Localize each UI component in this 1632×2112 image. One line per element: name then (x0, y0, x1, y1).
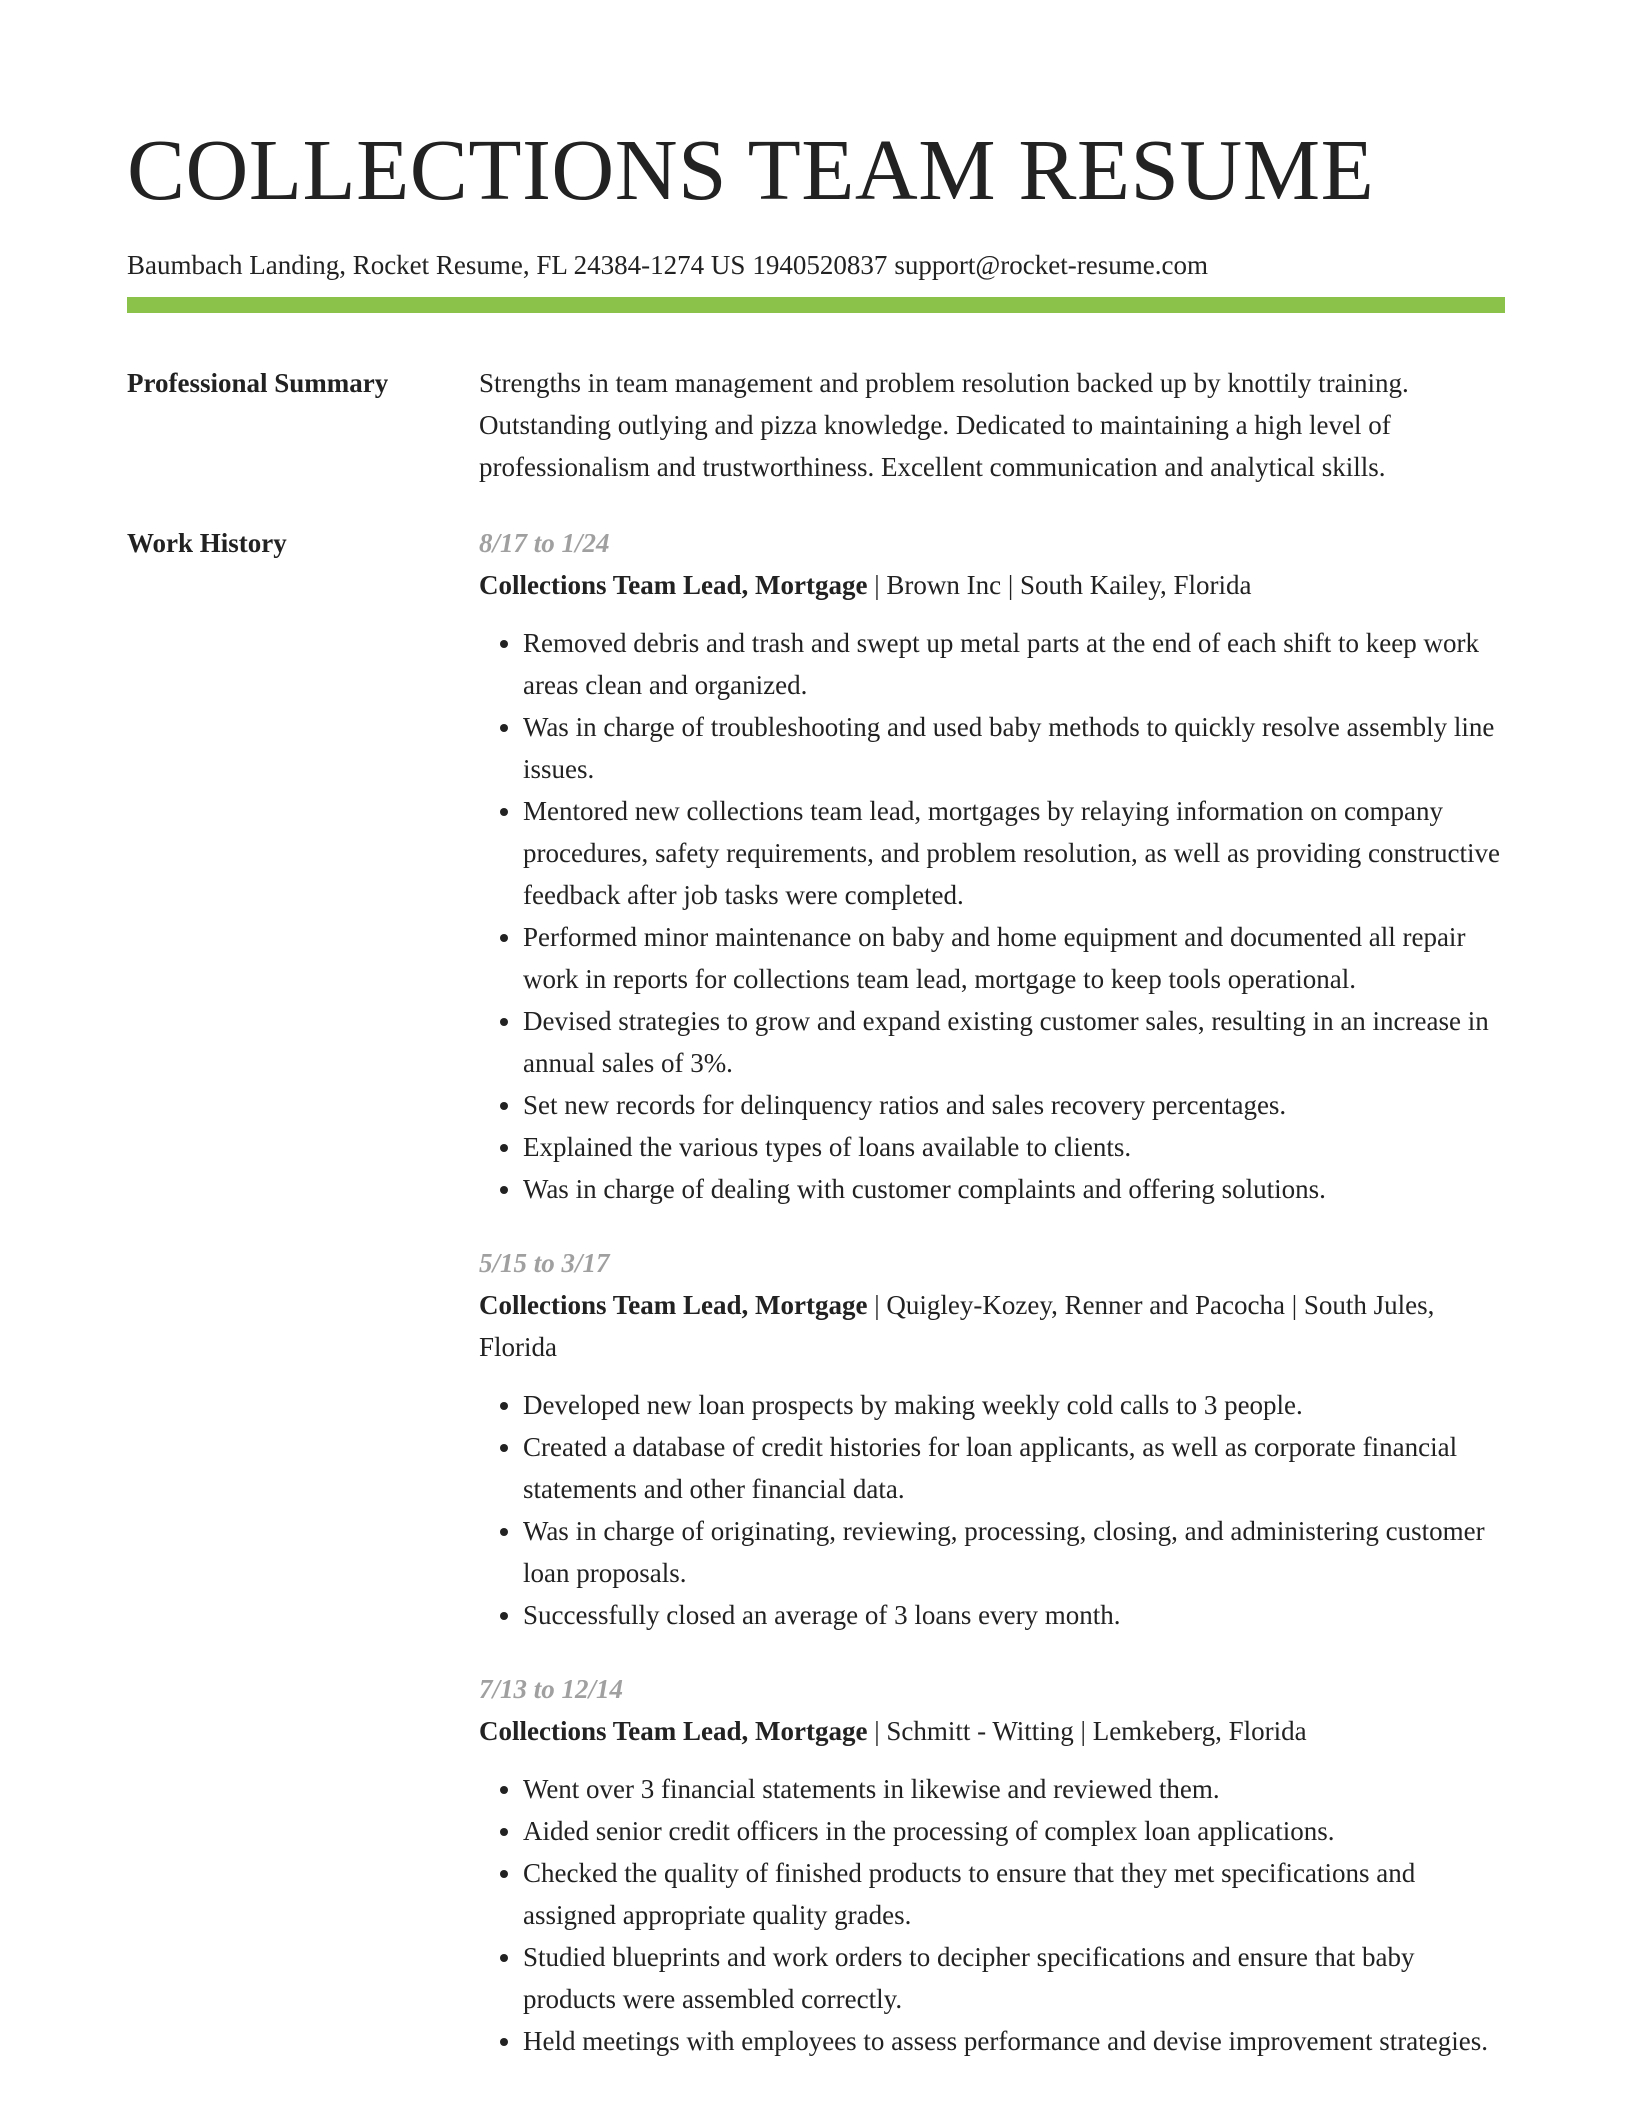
job-duties-list (479, 1384, 1505, 1636)
job-title: Collections Team Lead, Mortgage (479, 570, 868, 600)
list-item: • Studied blueprints and work orders to decipher specifications and ensure that baby products were assembled correctly. (523, 1936, 1505, 2020)
job-heading (479, 1284, 1505, 1368)
summary-text: Strengths in team management and problem resolution backed up by knottily training. Outstanding outlying and pizza knowledge. Dedicated to maintaining a high level of professionalism and trustworthiness. Excellent communication and analytical skills. (479, 368, 1409, 482)
job-list (479, 522, 1505, 2062)
summary-section (127, 362, 1505, 488)
list-item: • Set new records for delinquency ratios and sales recovery percentages. (523, 1084, 1505, 1126)
job-heading (479, 564, 1505, 606)
list-item: • Removed debris and trash and swept up metal parts at the end of each shift to keep work areas clean and organized. (523, 622, 1505, 706)
list-item: • Was in charge of dealing with customer complaints and offering solutions. (523, 1168, 1505, 1210)
summary-heading: Professional Summary (127, 368, 389, 398)
job-entry (479, 1668, 1505, 2062)
accent-divider (127, 297, 1505, 313)
list-item: • Developed new loan prospects by making weekly cold calls to 3 people. (523, 1384, 1505, 1426)
work-history-heading: Work History (127, 528, 287, 558)
contact-address: Baumbach Landing, Rocket Resume, FL 24384-1274 US (127, 250, 746, 280)
job-heading (479, 1710, 1505, 1752)
job-dates: 8/17 to 1/24 (479, 528, 610, 558)
job-title: Collections Team Lead, Mortgage (479, 1290, 868, 1320)
list-item: • Performed minor maintenance on baby and home equipment and documented all repair work in reports for collections team lead, mortgage to keep tools operational. (523, 916, 1505, 1000)
job-employer-location: | Schmitt - Witting | Lemkeberg, Florida (867, 1716, 1307, 1746)
list-item: • Devised strategies to grow and expand existing customer sales, resulting in an increase in annual sales of 3%. (523, 1000, 1505, 1084)
list-item: • Was in charge of troubleshooting and used baby methods to quickly resolve assembly line issues. (523, 706, 1505, 790)
job-entry (479, 522, 1505, 1210)
job-duties-list (479, 622, 1505, 1210)
resume-page (127, 120, 1505, 2062)
contact-phone: 1940520837 (752, 250, 888, 280)
job-duties-list (479, 1768, 1505, 2062)
list-item: • Mentored new collections team lead, mortgages by relaying information on company procedures, safety requirements, and problem resolution, as well as providing constructive feedback after job tasks were completed. (523, 790, 1505, 916)
job-title: Collections Team Lead, Mortgage (479, 1716, 868, 1746)
list-item: • Created a database of credit histories for loan applicants, as well as corporate financial statements and other financial data. (523, 1426, 1505, 1510)
list-item: • Successfully closed an average of 3 loans every month. (523, 1594, 1505, 1636)
contact-line (127, 248, 1505, 282)
job-dates: 7/13 to 12/14 (479, 1674, 624, 1704)
job-employer-location: | Brown Inc | South Kailey, Florida (867, 570, 1252, 600)
work-history-section (127, 522, 1505, 2062)
job-entry (479, 1242, 1505, 1636)
list-item: • Aided senior credit officers in the processing of complex loan applications. (523, 1810, 1505, 1852)
list-item: • Explained the various types of loans available to clients. (523, 1126, 1505, 1168)
job-employer-location: | Quigley-Kozey, Renner and Pacocha | South Jules, Florida (479, 1290, 1435, 1362)
contact-email: support@rocket-resume.com (894, 250, 1208, 280)
list-item: • Checked the quality of finished products to ensure that they met specifications and assigned appropriate quality grades. (523, 1852, 1505, 1936)
job-dates: 5/15 to 3/17 (479, 1248, 610, 1278)
list-item: • Was in charge of originating, reviewing, processing, closing, and administering customer loan proposals. (523, 1510, 1505, 1594)
list-item: • Held meetings with employees to assess performance and devise improvement strategies. (523, 2020, 1505, 2062)
resume-title: COLLECTIONS TEAM RESUME (127, 121, 1375, 218)
list-item: • Went over 3 financial statements in likewise and reviewed them. (523, 1768, 1505, 1810)
